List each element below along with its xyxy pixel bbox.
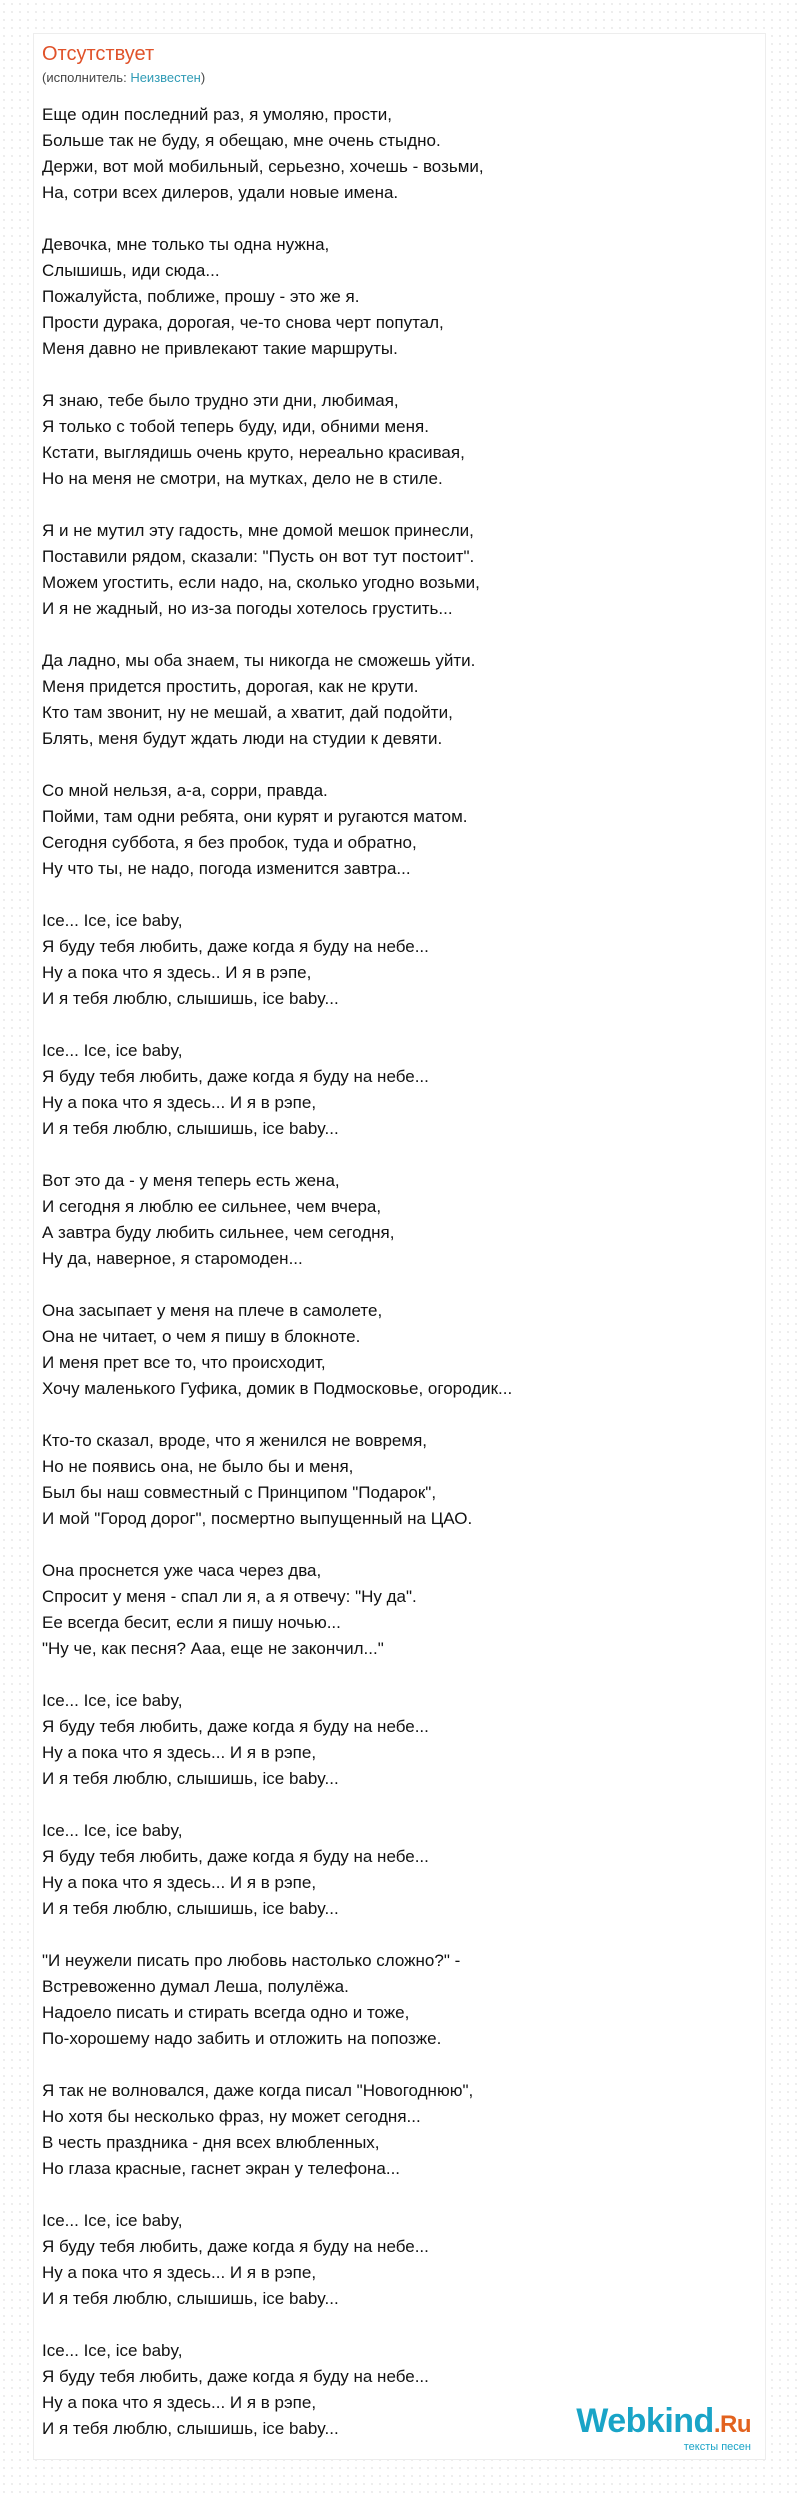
lyric-line: И я тебя люблю, слышишь, ice baby... (42, 989, 339, 1008)
lyric-line: Она не читает, о чем я пишу в блокноте. (42, 1327, 361, 1346)
lyric-line: Я буду тебя любить, даже когда я буду на небе... (42, 2367, 429, 2386)
brand-tagline: тексты песен (683, 2441, 751, 2453)
lyric-line: На, сотри всех дилеров, удали новые имена. (42, 183, 399, 202)
artist-prefix: исполнитель: (46, 70, 131, 85)
lyric-line: Ice... Ice, ice baby, (42, 2211, 183, 2230)
lyric-line: Я буду тебя любить, даже когда я буду на небе... (42, 937, 429, 956)
lyrics-stanza (42, 1428, 757, 1532)
lyric-line: Ice... Ice, ice baby, (42, 2341, 183, 2360)
lyric-line: Меня придется простить, дорогая, как не крути. (42, 677, 419, 696)
lyric-line: Я буду тебя любить, даже когда я буду на небе... (42, 2237, 429, 2256)
lyric-line: Но хотя бы несколько фраз, ну может сегодня... (42, 2107, 421, 2126)
lyric-line: Девочка, мне только ты одна нужна, (42, 235, 330, 254)
lyric-line: А завтра буду любить сильнее, чем сегодня, (42, 1223, 395, 1242)
lyrics-stanza (42, 908, 757, 1012)
lyrics-stanza (42, 1688, 757, 1792)
lyric-line: Хочу маленького Гуфика, домик в Подмосковье, огородик... (42, 1379, 513, 1398)
lyric-line: И меня прет все то, что происходит, (42, 1353, 326, 1372)
lyric-line: Ну а пока что я здесь.. И я в рэпе, (42, 963, 312, 982)
lyrics-stanza (42, 1168, 757, 1272)
lyric-line: "Ну че, как песня? Ааа, еще не закончил..." (42, 1639, 384, 1658)
lyric-line: Вот это да - у меня теперь есть жена, (42, 1171, 340, 1190)
lyric-line: Меня давно не привлекают такие маршруты. (42, 339, 398, 358)
lyrics-body (42, 102, 757, 2468)
lyric-line: Прости дурака, дорогая, че-то снова черт попутал, (42, 313, 444, 332)
lyric-line: Я и не мутил эту гадость, мне домой мешок принесли, (42, 521, 474, 540)
lyric-line: Пойми, там одни ребята, они курят и ругаются матом. (42, 807, 468, 826)
lyric-line: Ну а пока что я здесь... И я в рэпе, (42, 1743, 317, 1762)
lyric-line: Сегодня суббота, я без пробок, туда и обратно, (42, 833, 417, 852)
lyric-line: Надоело писать и стирать всегда одно и тоже, (42, 2003, 410, 2022)
meta-close-paren: ) (200, 70, 206, 85)
lyric-line: Пожалуйста, поближе, прошу - это же я. (42, 287, 360, 306)
lyric-line: Кстати, выглядишь очень круто, нереально красивая, (42, 443, 465, 462)
lyric-line: Ну а пока что я здесь... И я в рэпе, (42, 2263, 317, 2282)
lyric-line: Слышишь, иди сюда... (42, 261, 220, 280)
lyric-line: И я тебя люблю, слышишь, ice baby... (42, 2419, 339, 2438)
lyrics-card (34, 34, 765, 2459)
lyric-line: Кто-то сказал, вроде, что я женился не вовремя, (42, 1431, 427, 1450)
lyrics-stanza (42, 2078, 757, 2182)
lyric-line: Я буду тебя любить, даже когда я буду на небе... (42, 1067, 429, 1086)
lyric-line: Еще один последний раз, я умоляю, прости, (42, 105, 393, 124)
lyric-line: Больше так не буду, я обещаю, мне очень стыдно. (42, 131, 441, 150)
lyrics-stanza (42, 232, 757, 362)
lyrics-stanza (42, 648, 757, 752)
lyric-line: Можем угостить, если надо, на, сколько угодно возьми, (42, 573, 480, 592)
lyric-line: Я буду тебя любить, даже когда я буду на небе... (42, 1847, 429, 1866)
lyric-line: В честь праздника - дня всех влюбленных, (42, 2133, 380, 2152)
meta-open-paren: ( (42, 70, 47, 85)
lyric-line: Кто там звонит, ну не мешай, а хватит, дай подойти, (42, 703, 453, 722)
lyric-line: И я тебя люблю, слышишь, ice baby... (42, 1119, 339, 1138)
lyrics-stanza (42, 1948, 757, 2052)
brand-wordmark (576, 2403, 751, 2443)
song-title: Отсутствует (42, 43, 155, 65)
lyric-line: Блять, меня будут ждать люди на студии к девяти. (42, 729, 443, 748)
lyric-line: Но не появись она, не было бы и меня, (42, 1457, 354, 1476)
lyrics-stanza (42, 1818, 757, 1922)
lyric-line: Ice... Ice, ice baby, (42, 911, 183, 930)
lyric-line: По-хорошему надо забить и отложить на попозже. (42, 2029, 442, 2048)
lyrics-stanza (42, 102, 757, 206)
lyrics-stanza (42, 388, 757, 492)
brand-tld: .Ru (713, 2411, 751, 2438)
lyrics-stanza (42, 1038, 757, 1142)
lyrics-stanza (42, 2208, 757, 2312)
site-logo[interactable] (576, 2403, 751, 2453)
lyric-line: "И неужели писать про любовь настолько сложно?" - (42, 1951, 461, 1970)
lyric-line: И я тебя люблю, слышишь, ice baby... (42, 1899, 339, 1918)
lyrics-stanza (42, 518, 757, 622)
lyric-line: И сегодня я люблю ее сильнее, чем вчера, (42, 1197, 382, 1216)
lyric-line: Был бы наш совместный с Принципом "Подарок", (42, 1483, 437, 1502)
lyric-line: Я буду тебя любить, даже когда я буду на небе... (42, 1717, 429, 1736)
lyric-line: И я не жадный, но из-за погоды хотелось грустить... (42, 599, 453, 618)
lyrics-stanza (42, 1558, 757, 1662)
lyric-line: Я знаю, тебе было трудно эти дни, любимая, (42, 391, 399, 410)
lyric-line: Поставили рядом, сказали: "Пусть он вот тут постоит". (42, 547, 475, 566)
lyric-line: Я так не волновался, даже когда писал "Новогоднюю", (42, 2081, 474, 2100)
lyric-line: Со мной нельзя, а-а, сорри, правда. (42, 781, 328, 800)
lyric-line: И я тебя люблю, слышишь, ice baby... (42, 1769, 339, 1788)
lyric-line: Ice... Ice, ice baby, (42, 1691, 183, 1710)
lyric-line: Я только с тобой теперь буду, иди, обними меня. (42, 417, 429, 436)
lyric-line: И мой "Город дорог", посмертно выпущенный на ЦАО. (42, 1509, 473, 1528)
lyric-line: Держи, вот мой мобильный, серьезно, хочешь - возьми, (42, 157, 484, 176)
lyric-line: Ее всегда бесит, если я пишу ночью... (42, 1613, 341, 1632)
lyric-line: Ну что ты, не надо, погода изменится завтра... (42, 859, 411, 878)
brand-name: Webkind (576, 2402, 714, 2440)
lyric-line: Спросит у меня - спал ли я, а я отвечу: "Ну да". (42, 1587, 417, 1606)
lyric-line: Ice... Ice, ice baby, (42, 1821, 183, 1840)
lyric-line: Ну да, наверное, я старомоден... (42, 1249, 303, 1268)
lyrics-stanza (42, 778, 757, 882)
lyric-line: Ну а пока что я здесь... И я в рэпе, (42, 1873, 317, 1892)
lyrics-stanza (42, 1298, 757, 1402)
lyric-line: Ну а пока что я здесь... И я в рэпе, (42, 1093, 317, 1112)
lyric-line: Но глаза красные, гаснет экран у телефона... (42, 2159, 401, 2178)
lyric-line: Встревоженно думал Леша, полулёжа. (42, 1977, 349, 1996)
lyric-line: Но на меня не смотри, на мутках, дело не в стиле. (42, 469, 443, 488)
artist-link[interactable]: Неизвестен (130, 70, 201, 85)
artist-line (42, 70, 205, 86)
lyric-line: Ну а пока что я здесь... И я в рэпе, (42, 2393, 317, 2412)
lyric-line: Ice... Ice, ice baby, (42, 1041, 183, 1060)
lyric-line: И я тебя люблю, слышишь, ice baby... (42, 2289, 339, 2308)
lyric-line: Да ладно, мы оба знаем, ты никогда не сможешь уйти. (42, 651, 476, 670)
lyric-line: Она проснется уже часа через два, (42, 1561, 322, 1580)
lyric-line: Она засыпает у меня на плече в самолете, (42, 1301, 383, 1320)
